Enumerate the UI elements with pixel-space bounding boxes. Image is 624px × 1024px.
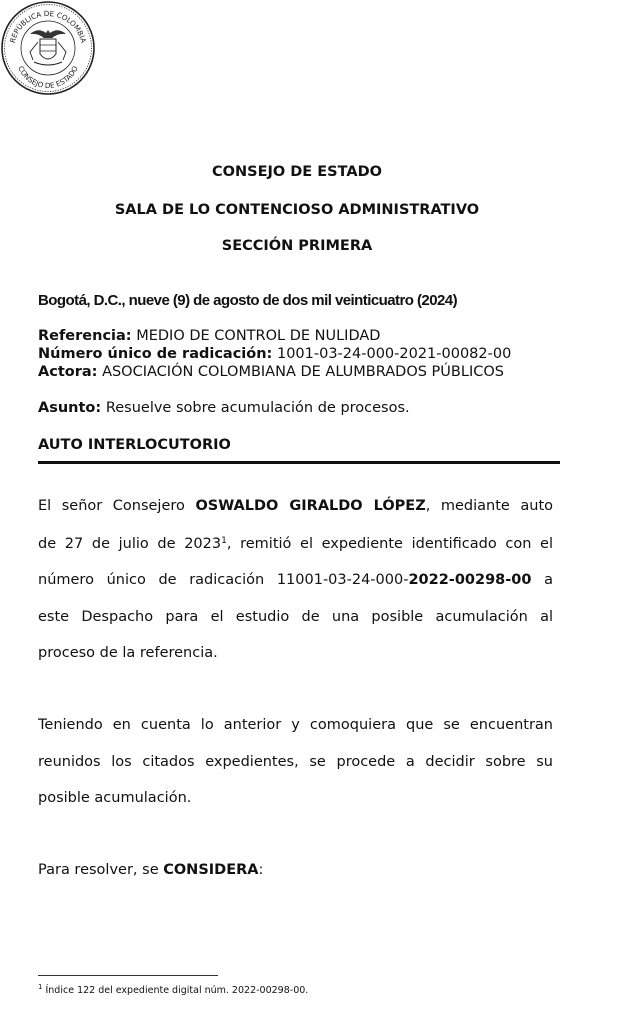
consejo-de-estado-seal [0, 0, 96, 96]
seal-graphic [0, 0, 96, 96]
radicacion-line [38, 346, 511, 362]
document-type-heading: AUTO INTERLOCUTORIO [38, 437, 231, 453]
section-heading: SECCIÓN PRIMERA [221, 238, 373, 254]
footnote-text: Índice 122 del expediente digital núm. 2022-00298-00. [42, 985, 309, 996]
radicacion-value: 1001-03-24-000-2021-00082-00 [276, 346, 512, 362]
case-number: 2022-00298-00 [408, 572, 532, 588]
heading-divider [38, 461, 560, 464]
chamber-heading: SALA DE LO CONTENCIOSO ADMINISTRATIVO [114, 202, 480, 218]
footnote-divider [38, 975, 218, 976]
referencia-line [38, 328, 380, 344]
para2-line3: posible acumulación. [38, 790, 192, 806]
judge-name: OSWALDO GIRALDO LÓPEZ [195, 498, 426, 514]
considera-line: Para resolver, se CONSIDERA: [38, 862, 264, 878]
asunto-line [38, 400, 410, 416]
footnote-ref[interactable]: 1 [221, 536, 227, 546]
seal-top-text: REPÚBLICA DE COLOMBIA [7, 8, 89, 44]
para1-line2: de 27 de julio de 2023$^1$, remitió el expediente identificado con el [38, 536, 554, 552]
actora-line [38, 364, 504, 380]
court-name-heading: CONSEJO DE ESTADO [212, 164, 382, 180]
radicacion-label: Número único de radicación: [38, 346, 273, 362]
para1-line4: este Despacho para el estudio de una posible acumulación al [38, 609, 553, 625]
footnote-mark: 1 [38, 983, 43, 991]
para1-line3: número único de radicación 11001-03-24-000-2022-00298-00 a [38, 572, 553, 588]
para1-line1: El señor Consejero OSWALDO GIRALDO LÓPEZ, mediante auto [38, 498, 553, 514]
considera-keyword: CONSIDERA [163, 862, 259, 878]
date-line: Bogotá, D.C., nueve (9) de agosto de dos mil veinticuatro (2024) [38, 292, 458, 309]
asunto-value: Resuelve sobre acumulación de procesos. [105, 400, 410, 416]
referencia-value: MEDIO DE CONTROL DE NULIDAD [136, 328, 381, 344]
para2-line2: reunidos los citados expedientes, se procede a decidir sobre su [38, 754, 553, 770]
para1-line5: proceso de la referencia. [38, 645, 218, 661]
seal-bottom-text: CONSEJO DE ESTADO [16, 64, 80, 91]
actora-value: ASOCIACIÓN COLOMBIANA DE ALUMBRADOS PÚBLICOS [102, 364, 504, 380]
referencia-label: Referencia: [38, 328, 132, 344]
actora-label: Actora: [38, 364, 98, 380]
asunto-label: Asunto: [38, 400, 102, 416]
footnote [38, 985, 308, 996]
para2-line1: Teniendo en cuenta lo anterior y comoquiera que se encuentran [38, 717, 553, 733]
